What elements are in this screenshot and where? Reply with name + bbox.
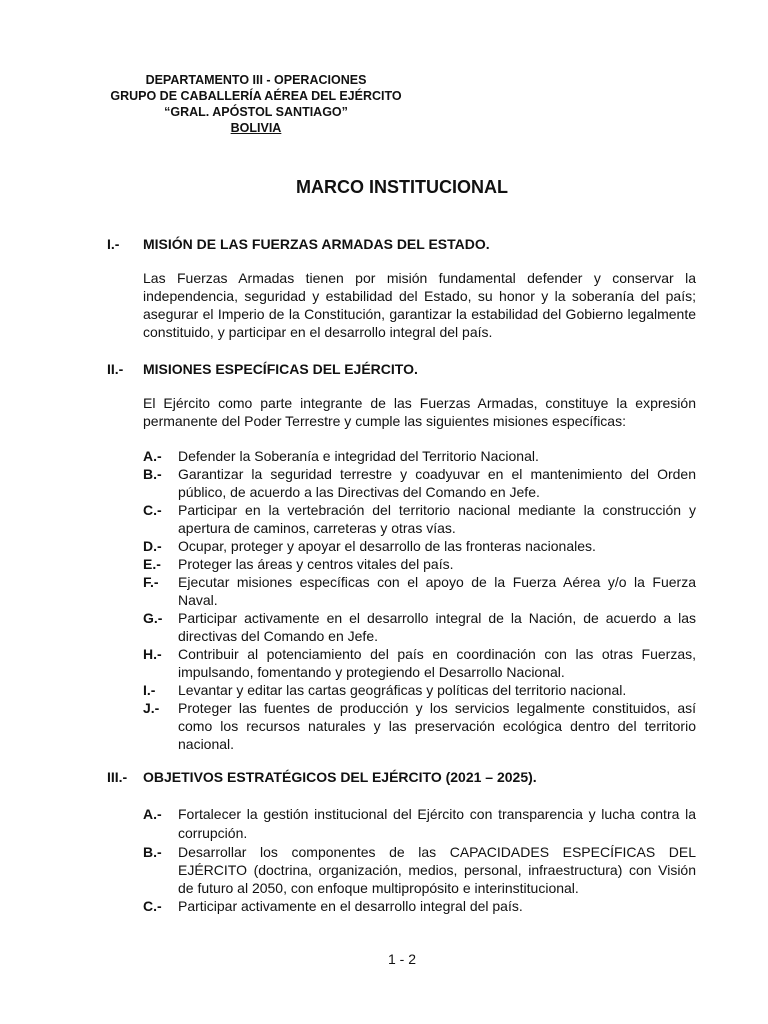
list-item (143, 699, 696, 753)
list-item (143, 609, 696, 645)
section-1-title: MISIÓN DE LAS FUERZAS ARMADAS DEL ESTADO. (143, 236, 490, 252)
list-item-text: Contribuir al potenciamiento del país en coordinación con las otras Fuerzas, impulsando, fomentando y protegiendo el Desarrollo Nacional. (178, 646, 696, 680)
section-3-title: OBJETIVOS ESTRATÉGICOS DEL EJÉRCITO (2021 – 2025). (143, 769, 537, 785)
list-item-text: Ocupar, proteger y apoyar el desarrollo de las fronteras nacionales. (178, 538, 596, 554)
header-name: “GRAL. APÓSTOL SANTIAGO” (164, 105, 348, 119)
list-item-text: Participar activamente en el desarrollo integral de la Nación, de acuerdo a las directivas del Comando en Jefe. (178, 610, 696, 644)
list-item-text: Participar activamente en el desarrollo integral del país. (178, 898, 523, 914)
list-item (143, 805, 696, 843)
list-item (143, 897, 696, 915)
section-1-number: I.- (107, 236, 120, 252)
list-item (143, 573, 696, 609)
section-2-list (143, 447, 696, 753)
section-3-list (143, 805, 696, 915)
list-item (143, 537, 696, 555)
list-item-letter: I.- (143, 682, 156, 698)
list-item (143, 501, 696, 537)
page-number: 1 - 2 (387, 951, 416, 967)
document-header (100, 72, 412, 136)
section-1-heading (107, 235, 490, 253)
list-item-letter: A.- (143, 448, 162, 464)
section-2-heading (107, 360, 418, 378)
list-item-letter: A.- (143, 806, 162, 822)
list-item (143, 843, 696, 897)
list-item (143, 555, 696, 573)
section-2-number: II.- (107, 361, 124, 377)
header-country: BOLIVIA (230, 121, 282, 135)
list-item-letter: C.- (143, 502, 162, 518)
list-item-letter: F.- (143, 574, 159, 590)
list-item-letter: E.- (143, 556, 161, 572)
list-item-letter: B.- (143, 844, 162, 860)
list-item (143, 447, 696, 465)
page-title: MARCO INSTITUCIONAL (296, 177, 508, 197)
list-item-letter: G.- (143, 610, 163, 626)
list-item-letter: D.- (143, 538, 162, 554)
list-item-text: Proteger las fuentes de producción y los servicios legalmente constituidos, así como los recursos naturales y las preservación ecológica dentro del territorio nacional. (178, 700, 696, 752)
list-item-text: Participar en la vertebración del territorio nacional mediante la construcción y apertura de caminos, carreteras y otras vías. (178, 502, 696, 536)
list-item-text: Garantizar la seguridad terrestre y coadyuvar en el mantenimiento del Orden público, de acuerdo a las Directivas del Comando en Jefe. (178, 466, 696, 500)
list-item-letter: C.- (143, 898, 162, 914)
list-item-letter: H.- (143, 646, 162, 662)
header-group: GRUPO DE CABALLERÍA AÉREA DEL EJÉRCITO (110, 89, 402, 103)
list-item-text: Fortalecer la gestión institucional del Ejército con transparencia y lucha contra la corrupción. (178, 806, 696, 841)
section-2-title: MISIONES ESPECÍFICAS DEL EJÉRCITO. (143, 361, 418, 377)
list-item-text: Defender la Soberanía e integridad del Territorio Nacional. (178, 448, 539, 464)
list-item-text: Desarrollar los componentes de las CAPACIDADES ESPECÍFICAS DEL EJÉRCITO (doctrina, organización, medios, personal, infraestructura) con Visión de futuro al 2050, con enfoque multipropósito e interinstitucional. (178, 844, 696, 896)
list-item (143, 645, 696, 681)
list-item-letter: J.- (143, 700, 160, 716)
list-item-text: Levantar y editar las cartas geográficas y políticas del territorio nacional. (178, 682, 627, 698)
list-item (143, 465, 696, 501)
section-3-heading (107, 768, 537, 786)
section-3-number: III.- (107, 769, 128, 785)
list-item-text: Proteger las áreas y centros vitales del país. (178, 556, 454, 572)
list-item (143, 681, 696, 699)
list-item-text: Ejecutar misiones específicas con el apoyo de la Fuerza Aérea y/o la Fuerza Naval. (178, 574, 696, 608)
list-item-letter: B.- (143, 466, 162, 482)
section-1-paragraph: Las Fuerzas Armadas tienen por misión fundamental defender y conservar la independencia, seguridad y estabilidad del Estado, su honor y la soberanía del país; asegurar el Imperio de la Constitución, garantizar la estabilidad del Gobierno legalmente constituido, y participar en el desarrollo integral del país. (143, 270, 696, 340)
header-department: DEPARTAMENTO III - OPERACIONES (145, 73, 367, 87)
section-2-paragraph: El Ejército como parte integrante de las Fuerzas Armadas, constituye la expresión permanente del Poder Terrestre y cumple las siguientes misiones específicas: (143, 395, 696, 429)
